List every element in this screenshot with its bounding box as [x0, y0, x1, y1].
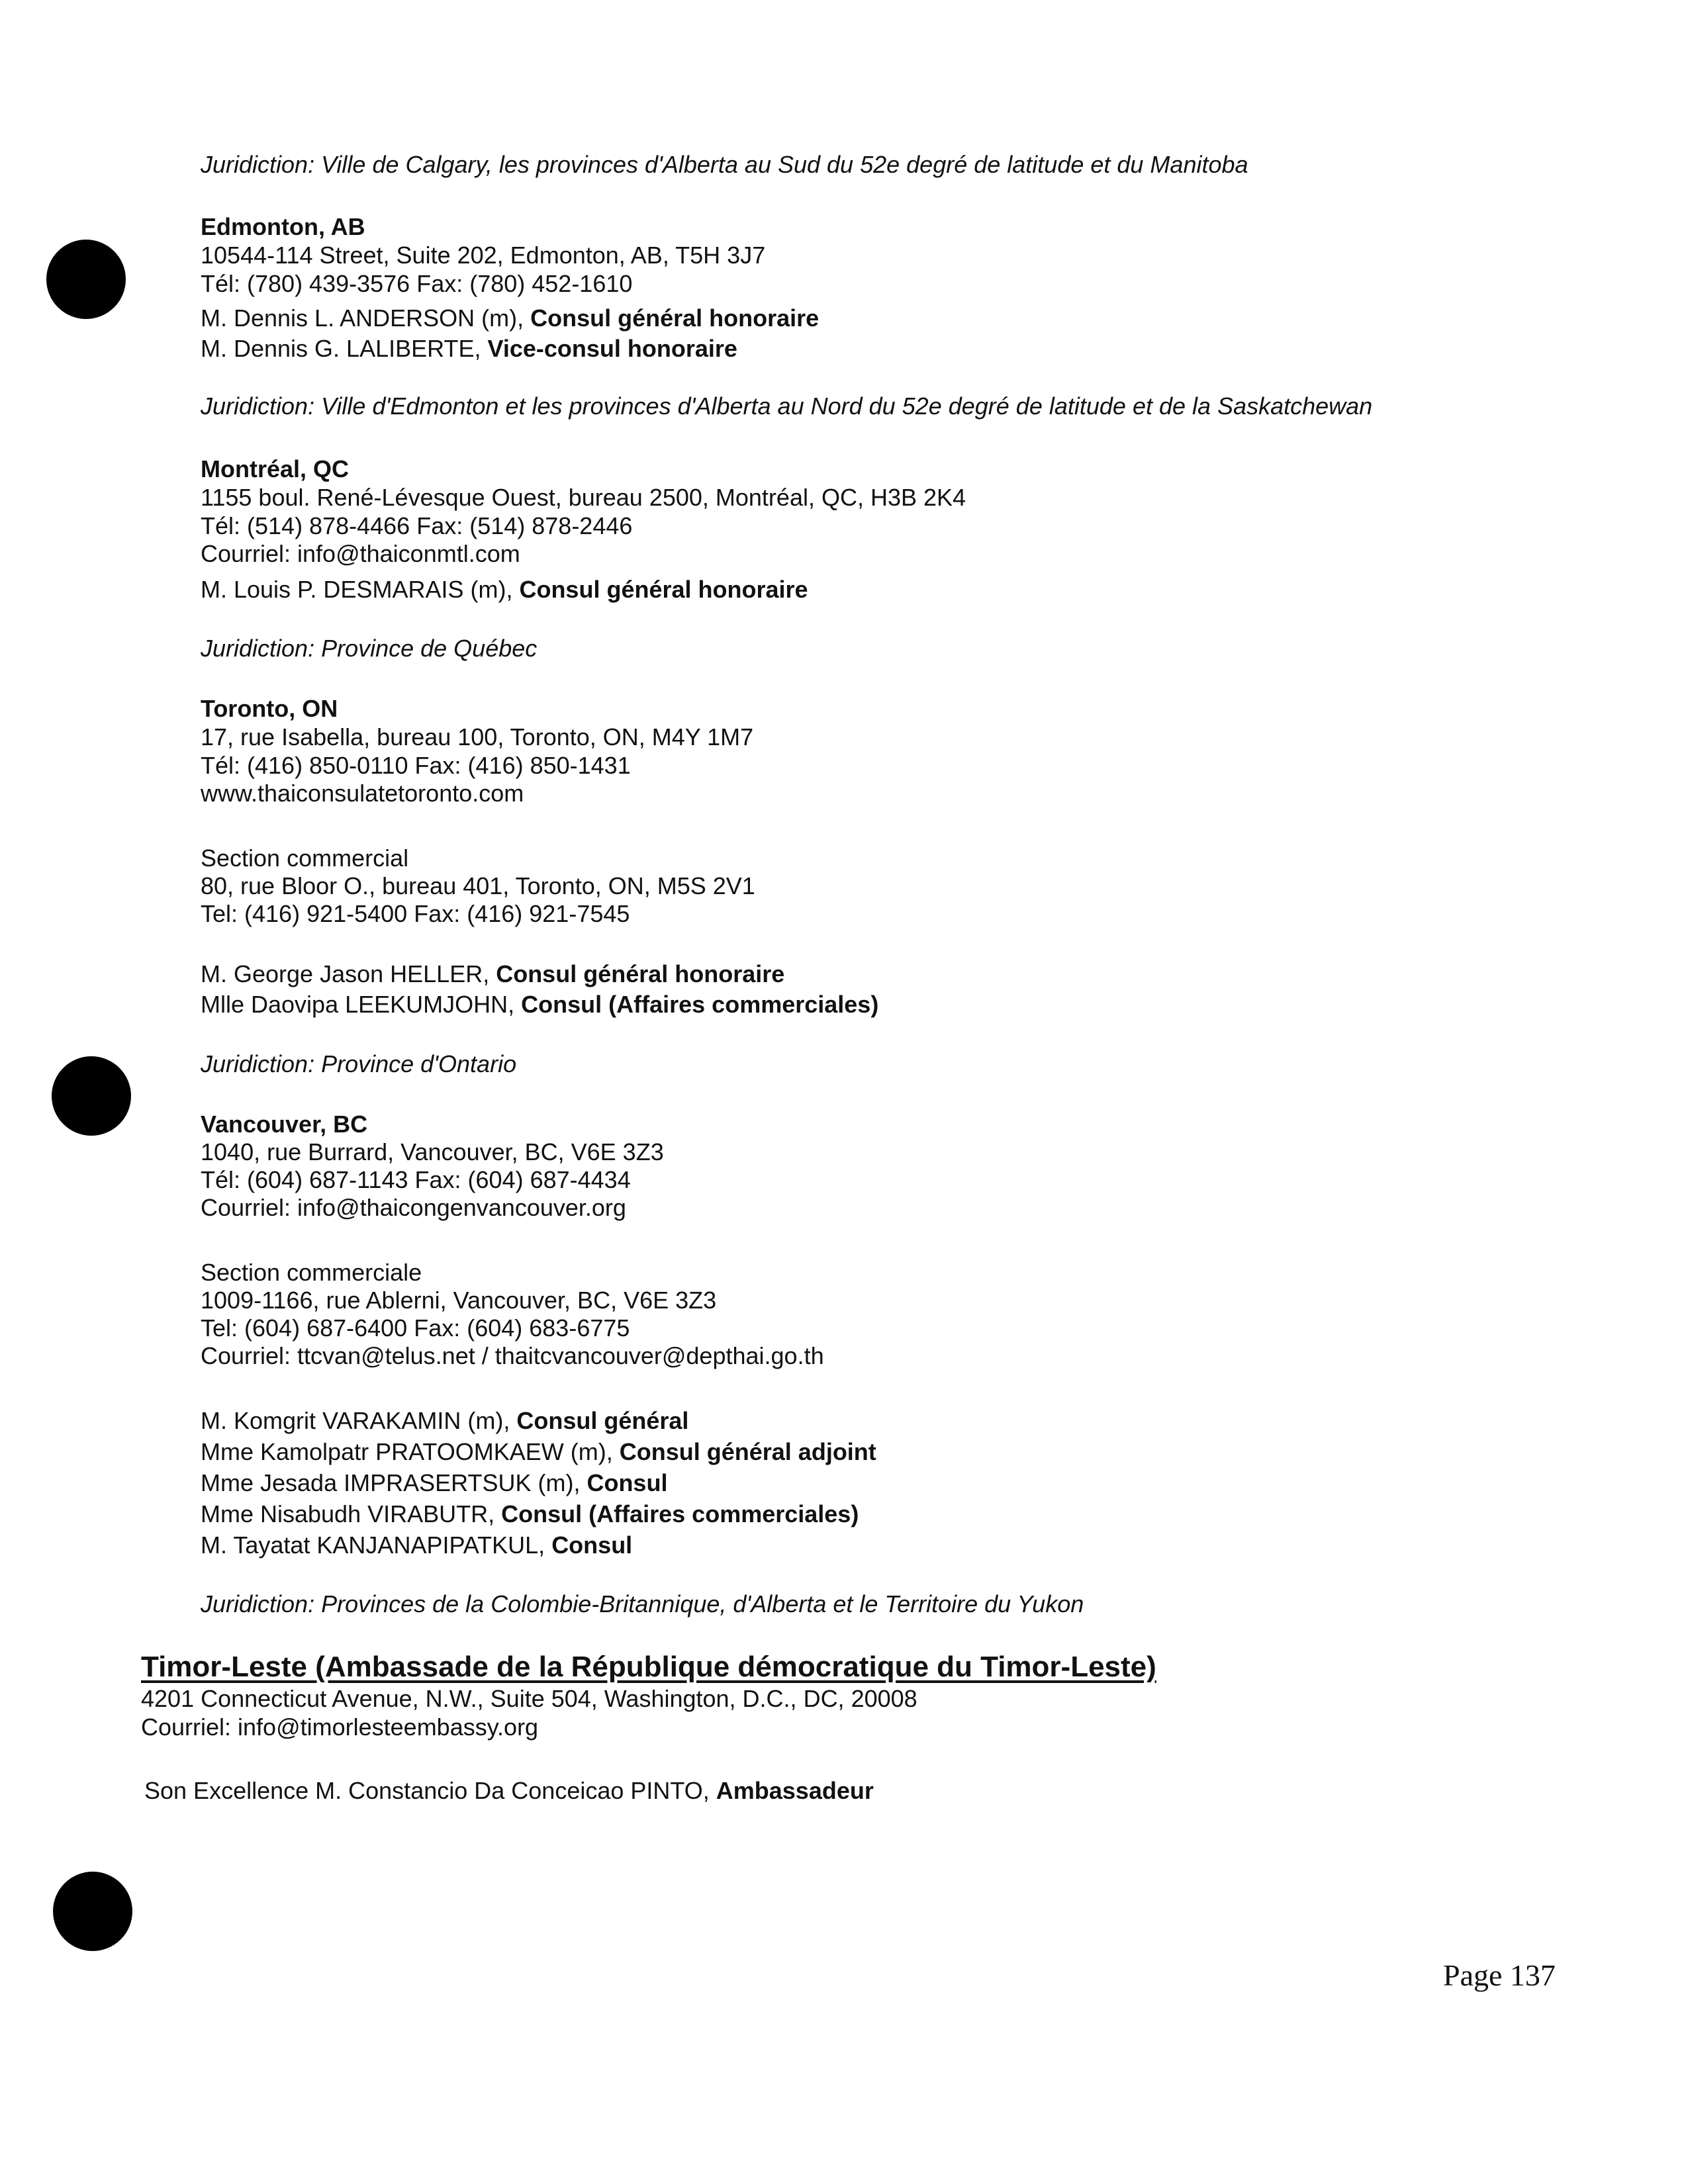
montreal-jurisdiction: Juridiction: Province de Québec — [201, 635, 538, 662]
official-name: Mme Nisabudh VIRABUTR, — [201, 1500, 502, 1527]
toronto-phone: Tél: (416) 850-0110 Fax: (416) 850-1431 — [201, 752, 631, 779]
official-title: Consul général honoraire — [530, 304, 820, 332]
official-name: Mlle Daovipa LEEKUMJOHN, — [201, 991, 522, 1018]
vancouver-commercial-address: 1009-1166, rue Ablerni, Vancouver, BC, V6E 3Z3 — [201, 1287, 717, 1314]
vancouver-commercial-phone: Tel: (604) 687-6400 Fax: (604) 683-6775 — [201, 1314, 630, 1342]
toronto-commercial-address: 80, rue Bloor O., bureau 401, Toronto, ON, M5S 2V1 — [201, 872, 755, 899]
official-title: Consul général honoraire — [519, 576, 808, 603]
edmonton-phone: Tél: (780) 439-3576 Fax: (780) 452-1610 — [201, 270, 633, 297]
vancouver-official — [201, 1531, 632, 1559]
vancouver-email: Courriel: info@thaicongenvancouver.org — [201, 1194, 626, 1221]
official-title: Consul général honoraire — [496, 960, 785, 987]
montreal-address: 1155 boul. René-Lévesque Ouest, bureau 2500, Montréal, QC, H3B 2K4 — [201, 484, 966, 511]
official-title: Consul — [586, 1469, 668, 1496]
vancouver-commercial-email: Courriel: ttcvan@telus.net / thaitcvancouver@depthai.go.th — [201, 1342, 824, 1369]
timor-leste-email: Courriel: info@timorlesteembassy.org — [141, 1713, 539, 1741]
official-name: Mme Kamolpatr PRATOOMKAEW (m), — [201, 1438, 620, 1465]
vancouver-official — [201, 1407, 688, 1435]
calgary-jurisdiction: Juridiction: Ville de Calgary, les provinces d'Alberta au Sud du 52e degré de latitude et du Manitoba — [201, 151, 1248, 178]
official-name: M. Dennis L. ANDERSON (m), — [201, 304, 531, 332]
edmonton-jurisdiction: Juridiction: Ville d'Edmonton et les provinces d'Alberta au Nord du 52e degré de latitude et de la Saskatchewan — [201, 392, 1373, 420]
toronto-jurisdiction: Juridiction: Province d'Ontario — [201, 1050, 517, 1077]
montreal-city: Montréal, QC — [201, 455, 350, 482]
binder-hole-top — [46, 240, 126, 319]
page-number: Page 137 — [1443, 1958, 1556, 1992]
timor-leste-address: 4201 Connecticut Avenue, N.W., Suite 504, Washington, D.C., DC, 20008 — [141, 1685, 917, 1712]
official-title: Consul général adjoint — [619, 1438, 876, 1465]
edmonton-address: 10544-114 Street, Suite 202, Edmonton, AB, T5H 3J7 — [201, 242, 766, 269]
toronto-commercial-phone: Tel: (416) 921-5400 Fax: (416) 921-7545 — [201, 900, 630, 927]
vancouver-official — [201, 1469, 667, 1497]
montreal-phone: Tél: (514) 878-4466 Fax: (514) 878-2446 — [201, 512, 633, 539]
official-name: M. Komgrit VARAKAMIN (m), — [201, 1407, 517, 1434]
edmonton-official — [201, 335, 737, 363]
edmonton-city: Edmonton, AB — [201, 213, 365, 240]
official-title: Consul général — [516, 1407, 689, 1434]
toronto-official — [201, 991, 878, 1019]
country-heading: Timor-Leste (Ambassade de la République démocratique du Timor-Leste) — [141, 1651, 1156, 1683]
official-name: M. George Jason HELLER, — [201, 960, 496, 987]
official-name: M. Tayatat KANJANAPIPATKUL, — [201, 1531, 552, 1559]
toronto-website: www.thaiconsulatetoronto.com — [201, 780, 524, 807]
binder-hole-middle — [52, 1056, 131, 1136]
vancouver-official — [201, 1500, 859, 1528]
timor-leste-official — [144, 1777, 874, 1805]
official-name: M. Dennis G. LALIBERTE, — [201, 335, 488, 362]
vancouver-city: Vancouver, BC — [201, 1111, 368, 1138]
toronto-official — [201, 960, 784, 988]
official-title: Consul — [551, 1531, 633, 1559]
official-title: Consul (Affaires commerciales) — [521, 991, 879, 1018]
vancouver-commercial-heading: Section commerciale — [201, 1259, 422, 1286]
official-title: Ambassadeur — [716, 1777, 874, 1804]
toronto-address: 17, rue Isabella, bureau 100, Toronto, ON, M4Y 1M7 — [201, 723, 754, 751]
vancouver-phone: Tél: (604) 687-1143 Fax: (604) 687-4434 — [201, 1166, 631, 1193]
vancouver-jurisdiction: Juridiction: Provinces de la Colombie-Britannique, d'Alberta et le Territoire du Yukon — [201, 1590, 1084, 1617]
toronto-city: Toronto, ON — [201, 695, 338, 722]
vancouver-official — [201, 1438, 876, 1466]
official-name: M. Louis P. DESMARAIS (m), — [201, 576, 520, 603]
official-title: Consul (Affaires commerciales) — [501, 1500, 859, 1527]
edmonton-official — [201, 304, 819, 332]
official-name: Mme Jesada IMPRASERTSUK (m), — [201, 1469, 587, 1496]
official-title: Vice-consul honoraire — [487, 335, 737, 362]
official-name: Son Excellence M. Constancio Da Conceicao PINTO, — [144, 1777, 716, 1804]
montreal-official — [201, 576, 808, 604]
binder-hole-bottom — [53, 1872, 132, 1951]
vancouver-address: 1040, rue Burrard, Vancouver, BC, V6E 3Z3 — [201, 1138, 664, 1165]
toronto-commercial-heading: Section commercial — [201, 844, 409, 872]
montreal-email: Courriel: info@thaiconmtl.com — [201, 540, 520, 567]
